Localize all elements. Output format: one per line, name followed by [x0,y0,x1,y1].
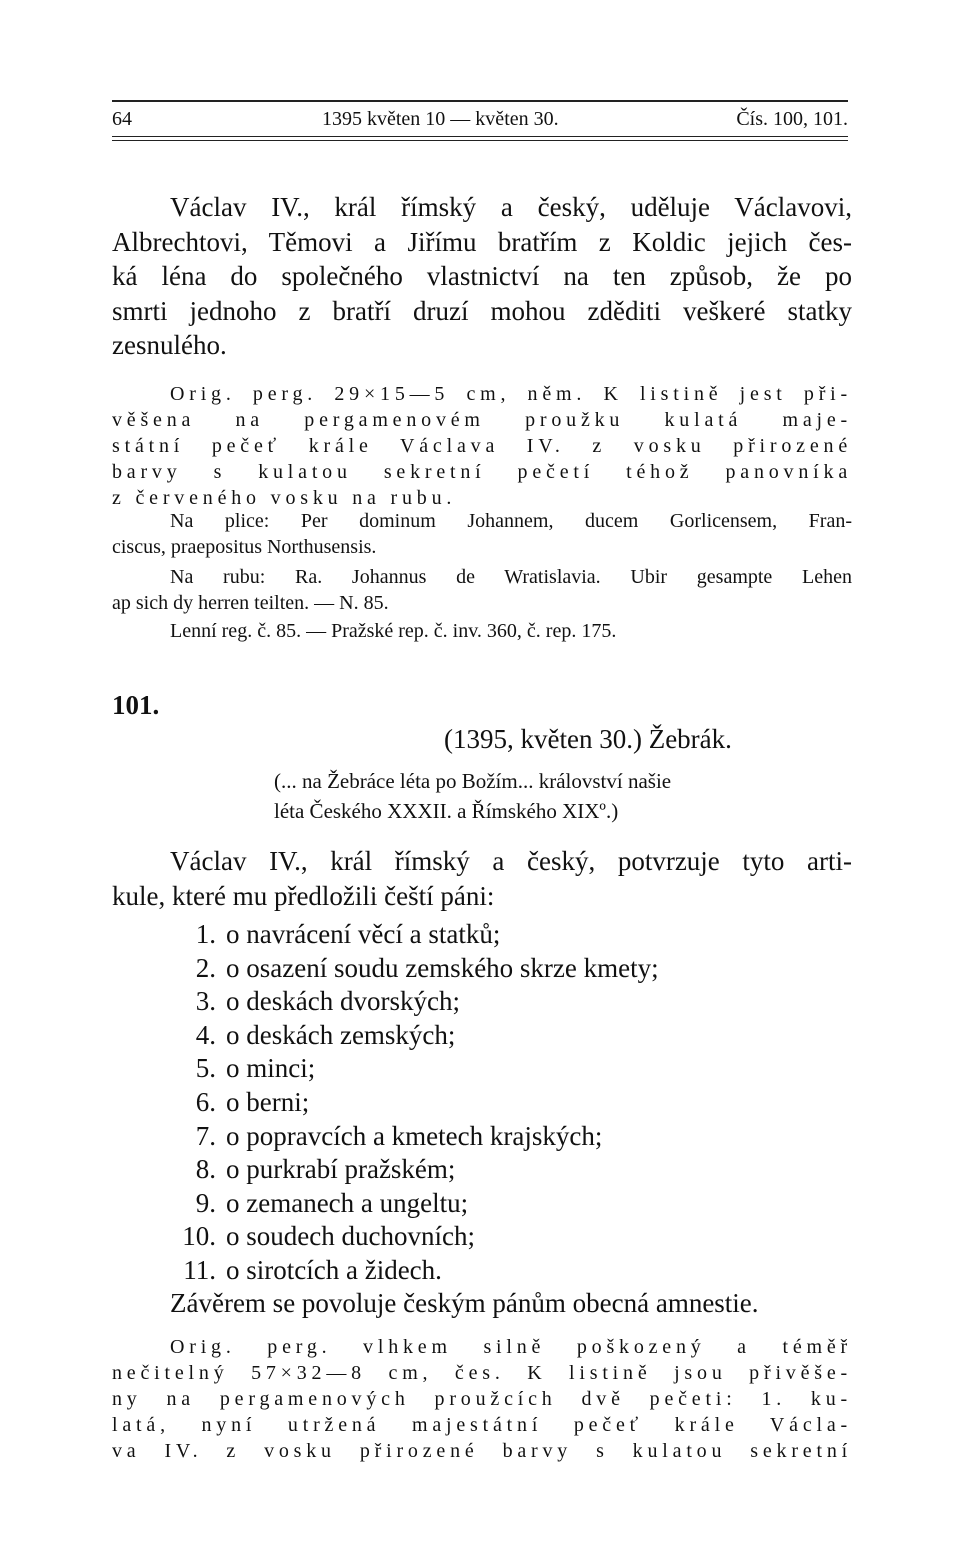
text-line: Lenní reg. č. 85. — Pražské rep. č. inv. 360, č. rep. 175. [170,620,617,642]
article-number: 10. [182,1221,216,1252]
article-number: 2. [195,952,216,983]
text-line: Orig. perg. vlhkem silně poškozený a téměř [170,1336,852,1358]
article-item [168,1187,659,1221]
doc101-regest [112,844,852,913]
article-item [168,952,659,986]
doc101-description [112,1334,852,1464]
text-line: z červeného vosku na rubu. [112,487,457,509]
article-text: o popravcích a kmetech krajských; [226,1120,603,1151]
page-number: 64 [112,108,132,130]
article-text: o soudech duchovních; [226,1221,475,1252]
article-text: o zemanech a ungeltu; [226,1187,469,1218]
article-number: 8. [195,1154,216,1185]
article-text: o minci; [226,1053,316,1084]
text-line: ny na pergamenových proužcích dvě pečeti: 1. ku- [112,1388,852,1410]
text-line: smrti jednoho z bratří druzí mohou zděditi veškeré statky [112,295,852,326]
text-line: Závěrem se povoluje českým pánům obecná amnestie. [170,1288,759,1318]
text-line: ká léna do společného vlastnictví na ten způsob, že po [112,261,852,291]
text-line: Na plice: Per dominum Johannem, ducem Gorlicensem, Fran- [170,510,852,532]
article-number: 11. [183,1254,216,1285]
date-place-text: (1395, květen 30.) Žebrák. [444,724,732,754]
text-line: ap sich dy herren teilten. — N. 85. [112,592,389,614]
text-line: Václav IV., král římský a český, uděluje Václavovi, [170,192,852,222]
quote-line: léta Českého XXXII. a Římského XIXº.) [274,799,619,823]
text-line: Orig. perg. 29×15—5 cm, něm. K listině jest při- [170,383,852,405]
header-doc-numbers: Čís. 100, 101. [736,108,848,130]
doc101-number: 101. [112,690,160,720]
articles-list [168,918,659,1288]
article-text: o deskách dvorských; [226,986,460,1017]
doc100-regest [112,190,852,363]
text-line: latá, nyní utržená majestátní pečeť krále Václa- [112,1414,852,1436]
text-line: Na rubu: Ra. Johannus de Wratislavia. Ubir gesampte Lehen [170,566,852,588]
article-text: o berni; [226,1086,310,1117]
quote-line: (... na Žebráce léta po Božím... království našie [274,769,672,793]
article-number: 1. [195,919,216,949]
text-line: va IV. z vosku přirozené barvy s kulatou sekretní [112,1440,852,1462]
text-line: nečitelný 57×32—8 cm, čes. K listině jsou přivěše- [112,1362,852,1384]
article-text: o deskách zemských; [226,1019,456,1050]
running-header [112,100,848,137]
doc101-conclusion [112,1286,852,1321]
article-text: o purkrabí pražském; [226,1154,456,1185]
doc100-registry [112,618,852,644]
article-item [168,1254,659,1288]
text-line: Albrechtovi, Těmovi a Jiřímu bratřím z Koldic jejich čes- [112,226,852,257]
article-number: 5. [195,1053,216,1084]
text-line: barvy s kulatou sekretní pečetí téhož panovníka [112,461,852,483]
doc101-quote [274,766,671,826]
article-number: 6. [195,1086,216,1117]
text-line: věšena na pergamenovém proužku kulatá maje- [112,409,852,431]
doc100-dorse-note [112,564,852,616]
article-item [168,1220,659,1254]
article-number: 3. [195,986,216,1017]
article-item [168,1019,659,1053]
article-item [168,1086,659,1120]
article-text: o osazení soudu zemského skrze kmety; [226,952,659,983]
article-text: o sirotcích a židech. [226,1254,442,1285]
article-item [168,918,659,952]
doc100-description [112,381,852,511]
article-number: 4. [195,1019,216,1050]
article-number: 7. [195,1120,216,1151]
article-item [168,1153,659,1187]
text-line: kule, které mu předložili čeští páni: [112,880,495,911]
text-line: státní pečeť krále Václava IV. z vosku přirozené [112,435,852,457]
header-date-range: 1395 květen 10 — květen 30. [322,108,559,130]
article-item [168,1052,659,1086]
text-line: Václav IV., král římský a český, potvrzuje tyto arti- [170,846,852,876]
article-item [168,985,659,1019]
text-line: ciscus, praepositus Northusensis. [112,536,377,558]
doc101-date-place [444,724,732,755]
article-number: 9. [195,1187,216,1218]
article-item [168,1120,659,1154]
article-text: o navrácení věcí a statků; [226,919,501,949]
text-line: zesnulého. [112,330,227,360]
doc100-plica-note [112,508,852,560]
